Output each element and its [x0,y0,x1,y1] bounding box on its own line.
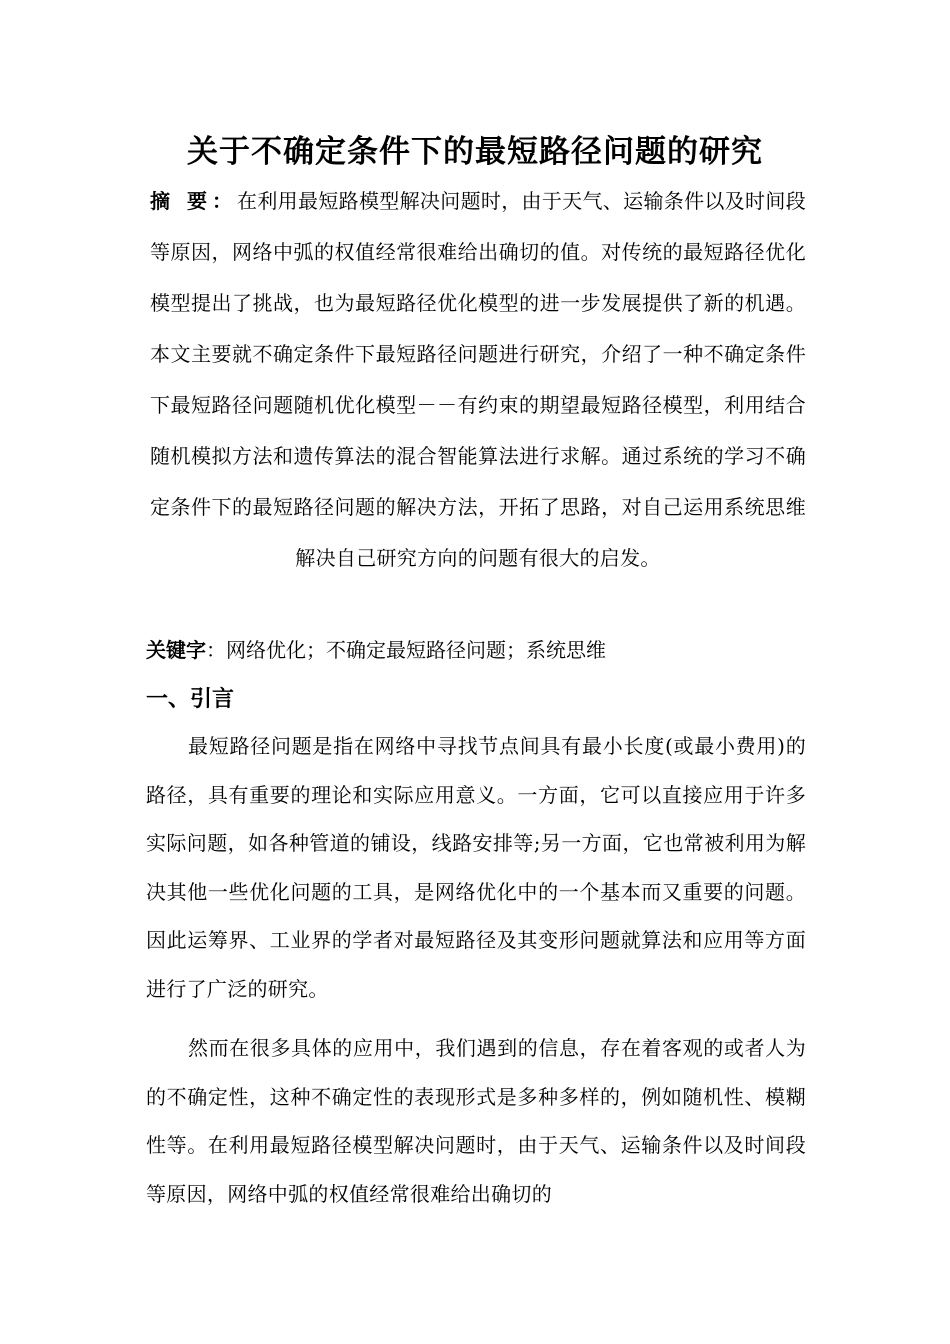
keywords [146,626,806,674]
intro-paragraph-2: 然而在很多具体的应用中，我们遇到的信息，存在着客观的或者人为的不确定性，这种不确定性的表现形式是多种多样的，例如随机性、模糊性等。在利用最短路径模型解决问题时，由于天气、运输条件以及时间段等原因，网络中弧的权值经常很难给出确切的 [146,1036,806,1206]
section-heading-introduction: 一、引言 [146,687,235,712]
keywords-label: 关键字 [146,638,206,662]
keywords-text: 网络优化；不确定最短路径问题；系统思维 [226,638,606,662]
keywords-separator: ： [206,638,226,662]
intro-paragraph-1: 最短路径问题是指在网络中寻找节点间具有最小长度(或最小费用)的路径，具有重要的理论和实际应用意义。一方面，它可以直接应用于许多实际问题，如各种管道的铺设，线路安排等;另一方面，它也常被利用为解决其他一些优化问题的工具，是网络优化中的一个基本而又重要的问题。因此运筹界、工业界的学者对最短路径及其变形问题就算法和应用等方面进行了广泛的研究。 [146,734,806,1001]
abstract [150,176,806,584]
abstract-label: 摘 要： [150,189,238,213]
paper-title: 关于不确定条件下的最短路径问题的研究 [187,134,763,170]
abstract-text: 在利用最短路模型解决问题时，由于天气、运输条件以及时间段等原因，网络中弧的权值经常很难给出确切的值。对传统的最短路径优化模型提出了挑战，也为最短路径优化模型的进一步发展提供了新的机遇。本文主要就不确定条件下最短路径问题进行研究，介绍了一种不确定条件下最短路径问题随机优化模型－－有约束的期望最短路径模型，利用结合随机模拟方法和遗传算法的混合智能算法进行求解。通过系统的学习不确定条件下的最短路径问题的解决方法，开拓了思路，对自己运用系统思维解决自己研究方向的问题有很大的启发。 [150,189,806,570]
